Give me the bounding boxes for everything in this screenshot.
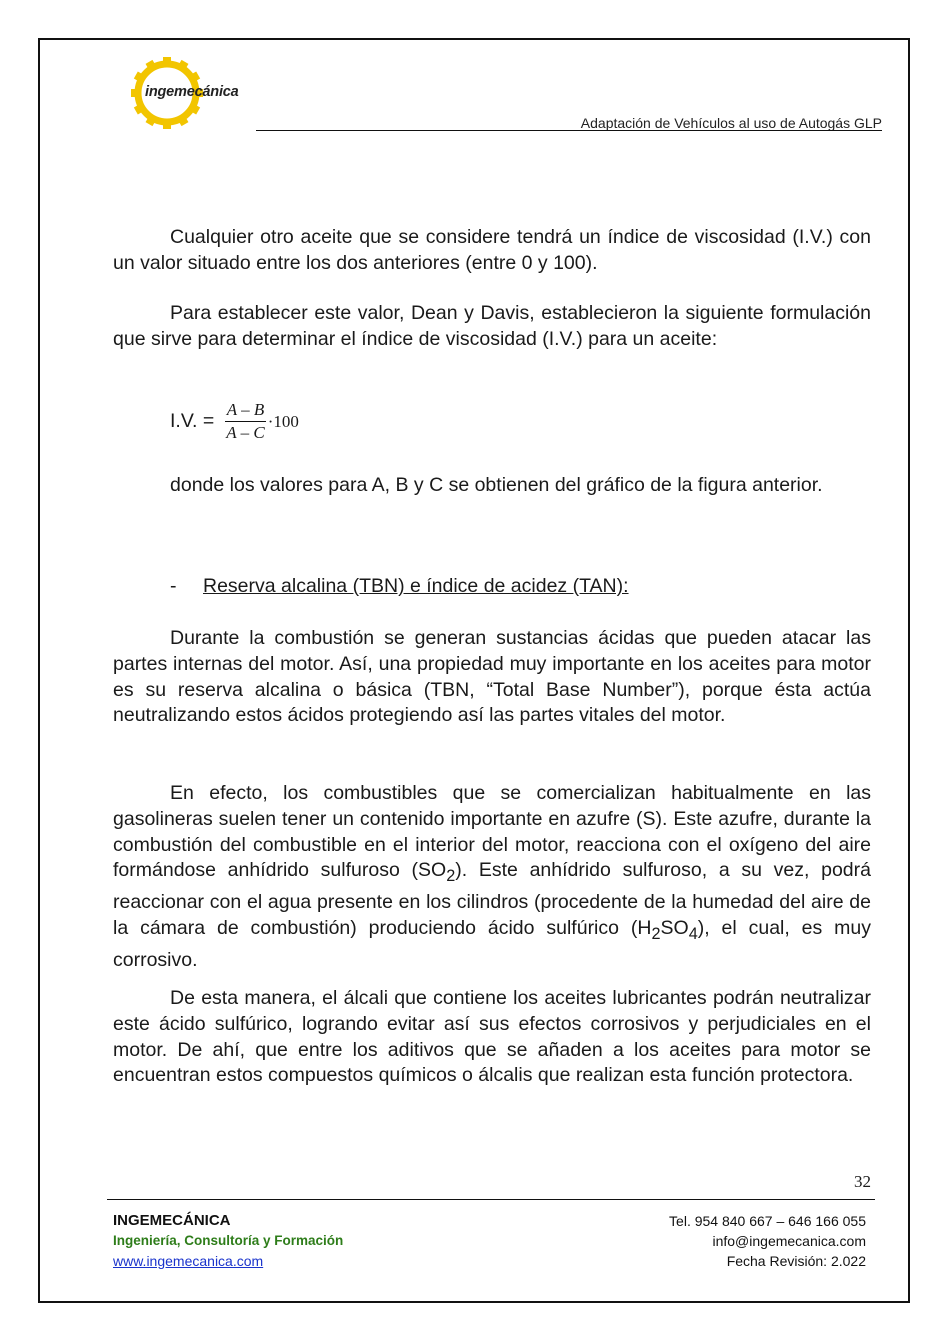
footer-email: info@ingemecanica.com xyxy=(712,1233,866,1249)
footer-company-block xyxy=(113,1211,343,1271)
footer-divider xyxy=(107,1199,875,1200)
paragraph-text: Para establecer este valor, Dean y Davis, establecieron la siguiente formulación que sirve para determinar el índice de viscosidad (I.V.) para un aceite: xyxy=(113,302,871,350)
footer-company: INGEMECÁNICA xyxy=(113,1212,231,1229)
paragraph-abc-values xyxy=(113,473,871,499)
paragraph-text: Durante la combustión se generan sustancias ácidas que pueden atacar las partes internas del motor. Así, una propiedad muy importante en los aceites para motor es su reserva alcalina o básica (TBN, “Total Base Number”), porque ésta actúa neutralizando estos ácidos protegiendo así las partes vitales del motor. xyxy=(113,627,871,727)
formula-multiplier: ·100 xyxy=(267,411,299,431)
section-heading-tbn-tan xyxy=(170,575,629,598)
page-number: 32 xyxy=(854,1172,871,1191)
viscosity-index-formula xyxy=(170,400,299,443)
footer-revision: Fecha Revisión: 2.022 xyxy=(726,1253,866,1269)
formula-numerator: A – B xyxy=(225,400,266,422)
subscript-2: 2 xyxy=(651,924,661,943)
subscript-2: 2 xyxy=(446,867,456,886)
subscript-4: 4 xyxy=(688,924,698,943)
footer-contact-block xyxy=(669,1211,866,1271)
formula-denominator: A – C xyxy=(226,423,265,442)
document-title: Adaptación de Vehículos al uso de Autogás GLP xyxy=(580,115,882,131)
header-divider xyxy=(256,130,882,131)
logo-text: ingemecánica xyxy=(145,84,239,100)
paragraph-text: De esta manera, el álcali que contiene los aceites lubricantes podrán neutralizar este ácido sulfúrico, logrando evitar así sus efectos corrosivos y perjudiciales en el motor. De ahí, que entre los aditivos que se añaden a los aceites para motor se encuentran estos compuestos químicos o álcalis que realizan esta función protectora. xyxy=(113,987,871,1087)
paragraph-text xyxy=(113,781,871,973)
formula-fraction xyxy=(224,400,266,443)
paragraph-combustion-acids xyxy=(113,626,871,729)
paragraph-viscosity-range xyxy=(113,225,871,277)
section-heading-text: Reserva alcalina (TBN) e índice de acidez (TAN): xyxy=(203,575,629,597)
footer-phone: Tel. 954 840 667 – 646 166 055 xyxy=(669,1213,866,1229)
paragraph-part: SO xyxy=(660,916,689,939)
paragraph-dean-davis xyxy=(113,301,871,353)
paragraph-part: En efecto, los combustibles que se comercializan habitualmente en las gasolineras suelen tener un contenido importante en azufre (S). Este azufre, durante la combustión del combustible en el interior del motor, reacciona con el oxígeno del aire formándose anhídrido sulfuroso (SO xyxy=(113,782,871,882)
footer-website-link[interactable]: www.ingemecanica.com xyxy=(113,1253,264,1269)
paragraph-alkali xyxy=(113,986,871,1089)
paragraph-sulfur xyxy=(113,781,871,973)
formula-lhs: I.V. = xyxy=(170,410,215,432)
paragraph-text: Cualquier otro aceite que se considere tendrá un índice de viscosidad (I.V.) con un valor situado entre los dos anteriores (entre 0 y 100). xyxy=(113,226,871,274)
paragraph-part: ). Este anhídrido sulfuroso, a su vez, podrá reaccionar con el agua presente en los cilindros (procedente de la humedad del aire de la cámara de combustión) produciendo ácido sulfúrico (H xyxy=(113,859,871,939)
paragraph-part: ), el cual, es muy corrosivo. xyxy=(113,916,871,971)
footer-tagline: Ingeniería, Consultoría y Formación xyxy=(113,1233,344,1248)
bullet-dash: - xyxy=(170,575,177,597)
paragraph-text: donde los valores para A, B y C se obtienen del gráfico de la figura anterior. xyxy=(170,474,823,496)
